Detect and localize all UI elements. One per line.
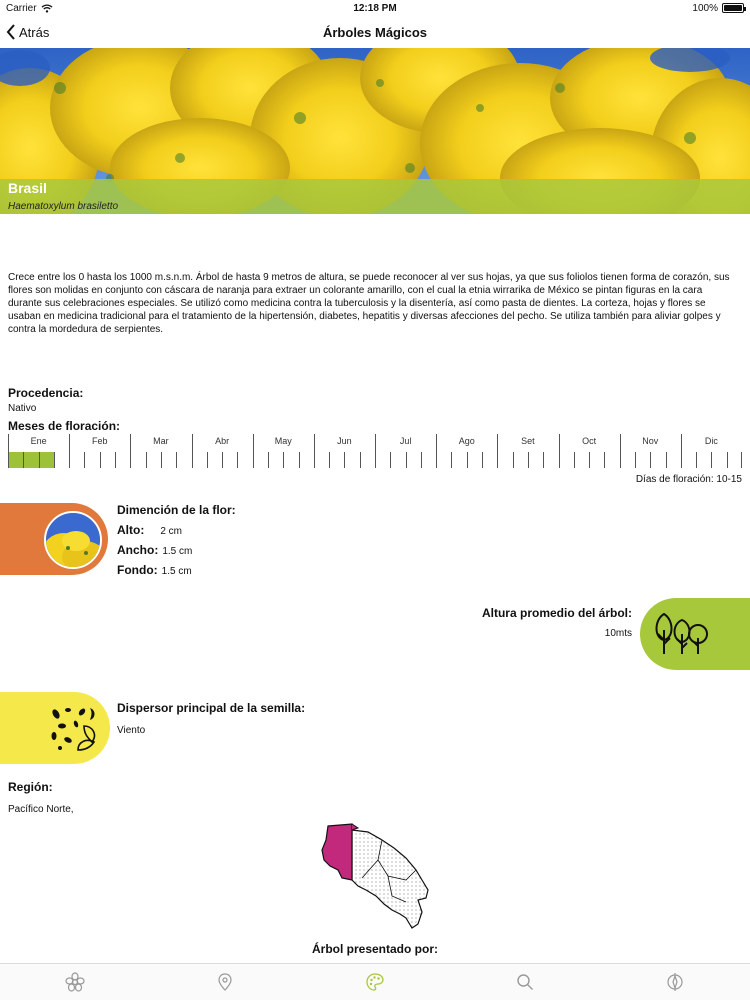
week-tick: [207, 452, 208, 468]
week-tick: [23, 452, 24, 468]
region-value: Pacífico Norte,: [8, 804, 74, 815]
tab-map[interactable]: [211, 968, 239, 996]
page-title: Árboles Mágicos: [322, 24, 428, 40]
floracion-label: Meses de floración:: [8, 419, 121, 433]
fondo-label: Fondo:: [117, 563, 158, 577]
month-label: Set: [521, 436, 535, 446]
tree-height: [482, 606, 632, 639]
tab-palette[interactable]: [361, 968, 389, 996]
battery-icon: [722, 3, 744, 13]
region-section: [8, 780, 74, 815]
alto-row: [117, 523, 236, 537]
week-tick: [54, 452, 55, 468]
week-tick: [727, 452, 728, 468]
seeds-icon: [48, 704, 100, 754]
bloom-week-cell: [39, 452, 54, 468]
flower-icon: [65, 972, 85, 992]
month-tick: [681, 434, 682, 468]
week-tick: [543, 452, 544, 468]
tree-description: Crece entre los 0 hasta los 1000 m.s.n.m. Árbol de hasta 9 metros de altura, se puede reconocer al ver sus hojas, ya que sus foliolos tienen forma de corazón, sus flores son molidas en conjunto con cáscara de naranja para extraer un colorante amarillo, con el cual la etnia wirrarika de México se pintan figuras en la cara durante sus celebraciones especiales. Se utilizó como medicina contra la tuberculosis y la disentería, así como pasta de dientes. La corteza, hojas y flores se usaban en medicina tradicional para el tratamiento de la hipertensión, diabetes, hepatitis y diversas afecciones del pecho. Se utiliza también para aliviar golpes y contra la mordedura de serpientes.: [8, 272, 730, 335]
fondo-row: [117, 563, 236, 577]
tree-common-name: Brasil: [8, 180, 47, 196]
palette-icon: [365, 972, 385, 992]
week-tick: [237, 452, 238, 468]
month-tick: [559, 434, 560, 468]
height-title: Altura promedio del árbol:: [481, 606, 632, 620]
height-pill: [640, 598, 750, 670]
week-tick: [574, 452, 575, 468]
compass-icon: [665, 972, 685, 992]
week-tick: [100, 452, 101, 468]
month-label: Nov: [642, 436, 659, 446]
back-label: Atrás: [19, 24, 50, 40]
height-value: 10mts: [604, 628, 632, 639]
tree-scientific-name: Haematoxylum brasiletto: [8, 201, 119, 212]
month-tick: [8, 434, 9, 468]
disperser-value: Viento: [117, 725, 146, 736]
month-label: Abr: [215, 436, 230, 446]
flower-dimensions: [117, 503, 236, 577]
week-tick: [696, 452, 697, 468]
week-tick: [589, 452, 590, 468]
week-tick: [604, 452, 605, 468]
week-tick: [146, 452, 147, 468]
bloom-week-cell: [23, 452, 38, 468]
dias-label: Días de floración:: [635, 474, 714, 485]
tab-bar: [0, 963, 750, 1000]
costa-rica-map: [318, 820, 432, 930]
flower-dim-title: Dimención de la flor:: [117, 503, 236, 517]
week-tick: [635, 452, 636, 468]
month-tick: [253, 434, 254, 468]
tab-flowers[interactable]: [61, 968, 89, 996]
week-tick: [39, 452, 40, 468]
hero-image: [0, 48, 750, 214]
status-bar: [0, 0, 750, 16]
clock: 12:18 PM: [353, 2, 397, 14]
month-label: Mar: [153, 436, 169, 446]
week-tick: [299, 452, 300, 468]
week-tick: [711, 452, 712, 468]
seed-disperser: [117, 701, 305, 736]
week-tick: [115, 452, 116, 468]
back-button[interactable]: [6, 24, 49, 40]
week-tick: [268, 452, 269, 468]
battery-percent: 100%: [692, 2, 718, 14]
week-tick: [176, 452, 177, 468]
alto-label: Alto:: [117, 523, 145, 537]
procedencia-section: [8, 386, 83, 414]
month-label: Dic: [704, 436, 718, 446]
seed-pill: [0, 692, 110, 764]
week-tick: [650, 452, 651, 468]
dias-value: 10-15: [716, 474, 742, 485]
tab-compass[interactable]: [661, 968, 689, 996]
month-tick: [741, 452, 742, 468]
flower-pill: [0, 503, 108, 575]
month-tick: [314, 434, 315, 468]
week-tick: [513, 452, 514, 468]
carrier-label: Carrier: [6, 2, 37, 14]
week-tick: [344, 452, 345, 468]
ancho-row: [117, 543, 236, 557]
week-tick: [451, 452, 452, 468]
fondo-value: 1.5 cm: [161, 566, 192, 577]
week-tick: [360, 452, 361, 468]
disperser-title: Dispersor principal de la semilla:: [117, 701, 306, 715]
search-icon: [515, 972, 535, 992]
month-tick: [436, 434, 437, 468]
month-tick: [497, 434, 498, 468]
bloom-calendar: [8, 432, 742, 468]
week-tick: [222, 452, 223, 468]
week-tick: [482, 452, 483, 468]
week-tick: [84, 452, 85, 468]
flower-photo: [44, 511, 102, 569]
procedencia-label: Procedencia:: [8, 386, 84, 400]
alto-value: 2 cm: [160, 526, 182, 537]
month-tick: [130, 434, 131, 468]
tab-search[interactable]: [511, 968, 539, 996]
month-label: Ago: [458, 436, 475, 446]
month-label: Oct: [582, 436, 597, 446]
presented-by-label: Árbol presentado por:: [311, 942, 438, 956]
month-label: Ene: [30, 436, 47, 446]
week-tick: [283, 452, 284, 468]
month-label: Jul: [399, 436, 412, 446]
bloom-week-cell: [8, 452, 23, 468]
procedencia-value: Nativo: [8, 403, 37, 414]
week-tick: [528, 452, 529, 468]
navigation-bar: [0, 16, 750, 48]
week-tick: [406, 452, 407, 468]
week-tick: [390, 452, 391, 468]
ancho-label: Ancho:: [117, 543, 159, 557]
map-pin-icon: [215, 972, 235, 992]
region-label: Región:: [8, 780, 53, 794]
month-label: Jun: [337, 436, 352, 446]
chevron-left-icon: [6, 24, 16, 40]
month-tick: [620, 434, 621, 468]
week-tick: [329, 452, 330, 468]
month-tick: [69, 434, 70, 468]
month-label: Feb: [91, 436, 108, 446]
trees-icon: [650, 610, 710, 660]
week-tick: [467, 452, 468, 468]
week-tick: [666, 452, 667, 468]
month-tick: [192, 434, 193, 468]
week-tick: [421, 452, 422, 468]
month-label: May: [274, 436, 292, 446]
dias-floracion: [636, 474, 742, 485]
ancho-value: 1.5 cm: [162, 546, 193, 557]
month-tick: [375, 434, 376, 468]
week-tick: [161, 452, 162, 468]
